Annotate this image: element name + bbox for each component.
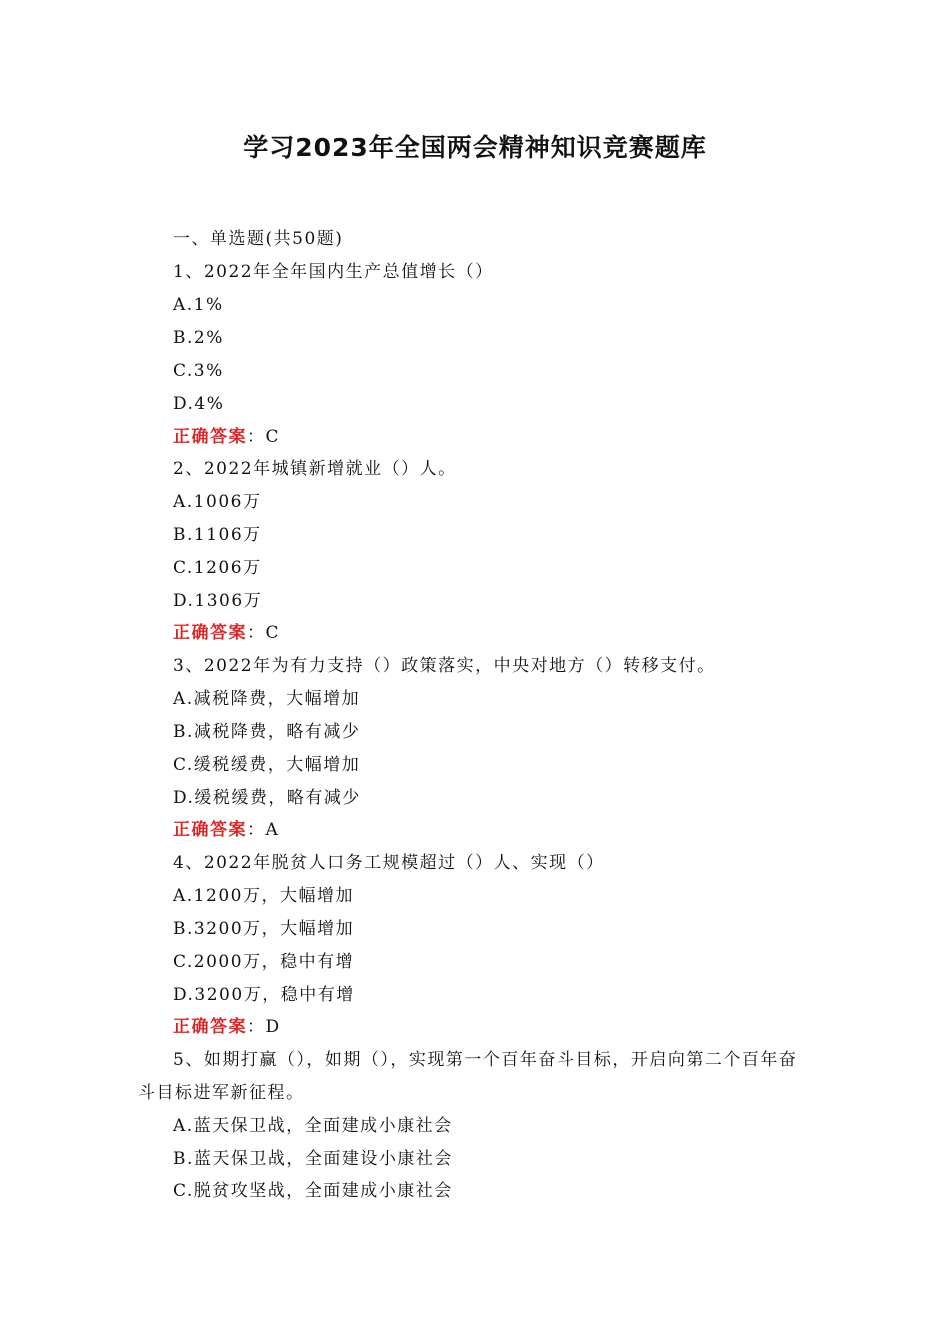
question-1-option-a: A.1% [173,295,224,315]
answer-value: C [265,623,281,643]
answer-label: 正确答案 [173,427,247,447]
question-3-answer [173,819,279,841]
question-2-stem: 2、2022年城镇新增就业（）人。 [173,459,457,479]
question-3-option-d: D.缓税缓费，略有减少 [173,788,361,808]
answer-separator: ： [247,820,266,840]
question-1-option-b: B.2% [173,328,224,348]
question-3-option-c: C.缓税缓费，大幅增加 [173,755,361,775]
question-3-option-b: B.减税降费，略有减少 [173,722,361,742]
answer-value: D [265,1017,281,1037]
question-1-answer [173,426,280,448]
answer-label: 正确答案 [173,1017,247,1037]
answer-value: A [265,820,280,840]
question-2-option-a: A.1006万 [173,492,262,512]
answer-separator: ： [247,1017,266,1037]
question-5-option-c: C.脱贫攻坚战，全面建成小康社会 [173,1181,453,1201]
answer-value: C [265,427,281,447]
document-title: 学习2023年全国两会精神知识竞赛题库 [243,133,707,162]
question-4-option-c: C.2000万，稳中有增 [173,952,355,972]
question-1-option-c: C.3% [173,361,224,381]
question-2-answer [173,622,280,644]
question-5-stem-line-1: 5、如期打赢（），如期（），实现第一个百年奋斗目标，开启向第二个百年奋 [173,1050,798,1070]
answer-label: 正确答案 [173,623,247,643]
question-5-option-a: A.蓝天保卫战，全面建成小康社会 [173,1116,453,1136]
section-heading: 一、单选题(共50题) [173,229,344,249]
question-4-stem: 4、2022年脱贫人口务工规模超过（）人、实现（） [173,853,605,873]
question-4-option-a: A.1200万，大幅增加 [173,886,354,906]
question-4-answer [173,1016,281,1038]
question-2-option-b: B.1106万 [173,525,262,545]
answer-label: 正确答案 [173,820,247,840]
question-1-stem: 1、2022年全年国内生产总值增长（） [173,262,494,282]
question-3-stem: 3、2022年为有力支持（）政策落实，中央对地方（）转移支付。 [173,656,716,676]
question-2-option-d: D.1306万 [173,591,263,611]
question-3-option-a: A.减税降费，大幅增加 [173,689,361,709]
answer-separator: ： [247,623,266,643]
question-4-option-d: D.3200万，稳中有增 [173,985,355,1005]
answer-separator: ： [247,427,266,447]
question-2-option-c: C.1206万 [173,558,262,578]
question-4-option-b: B.3200万，大幅增加 [173,919,355,939]
question-5-option-b: B.蓝天保卫战，全面建设小康社会 [173,1149,453,1169]
question-1-option-d: D.4% [173,394,225,414]
question-5-stem-line-2: 斗目标进军新征程。 [138,1083,305,1103]
